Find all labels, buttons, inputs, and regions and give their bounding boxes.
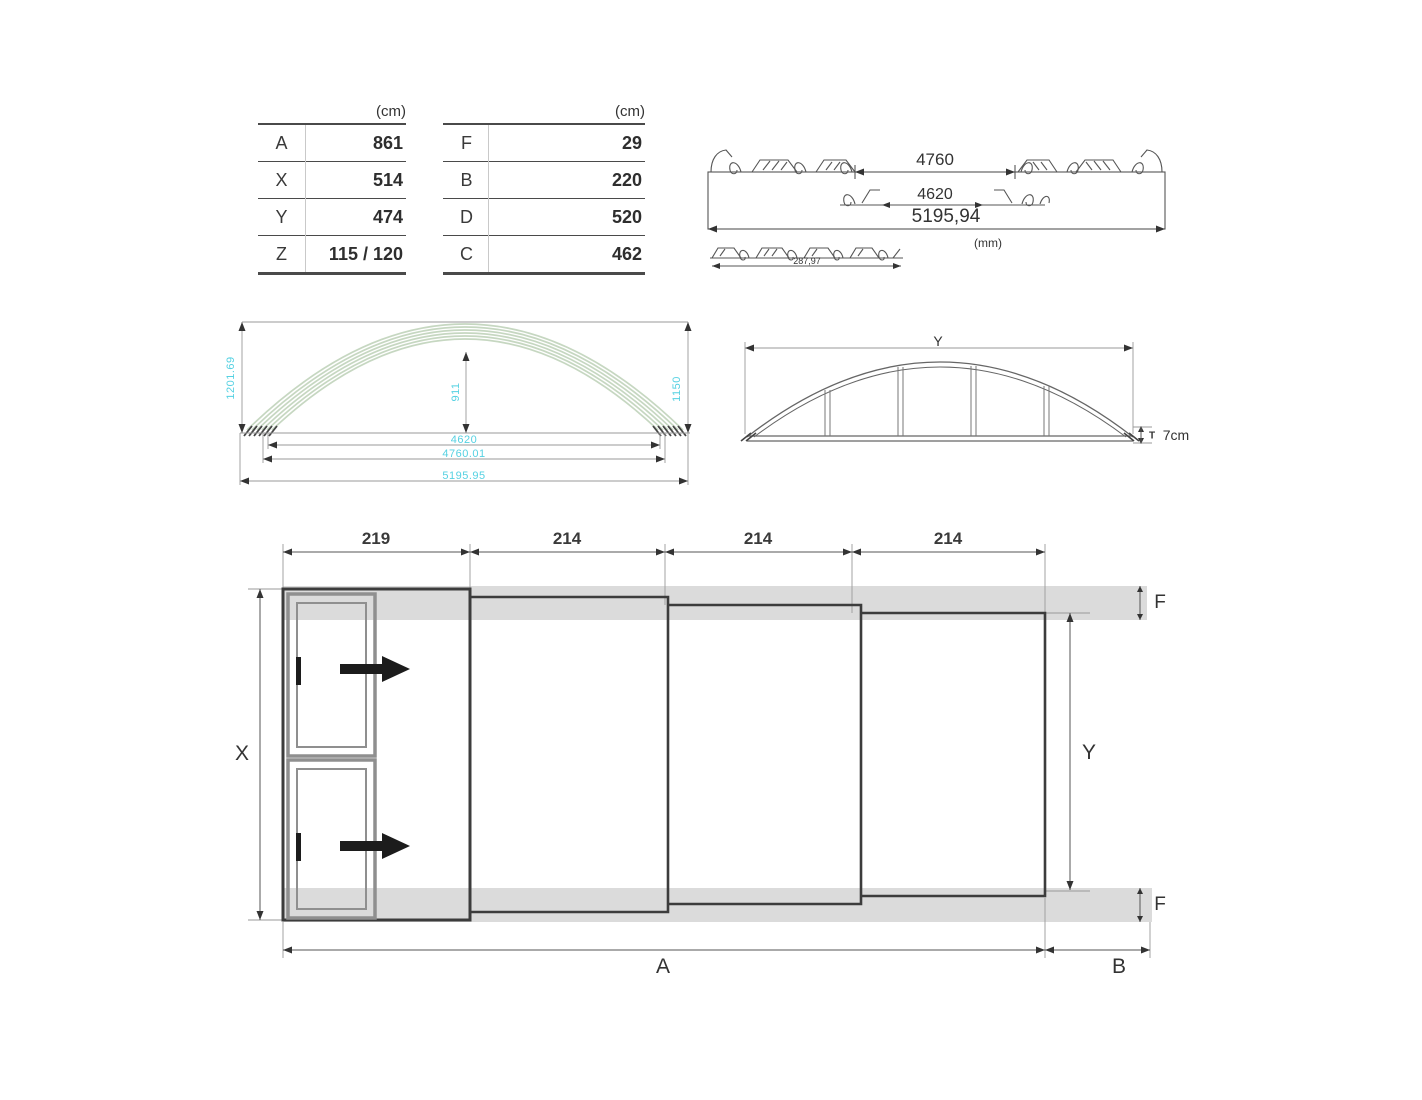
door-1-inner-frame [297, 603, 366, 747]
profile-inner-width-label: 4620 [917, 186, 953, 203]
plan-rail-top-label: F [1154, 592, 1166, 613]
row-value: 861 [372, 132, 403, 153]
front-elevation-drawing [239, 322, 692, 485]
plan-view-drawing [248, 544, 1152, 958]
side-elevation-drawing [741, 342, 1152, 444]
entrance-doors [288, 594, 375, 918]
profile-unit-label: (mm) [974, 236, 1002, 250]
plan-total-length-label: A [655, 955, 671, 978]
nested-arches [247, 324, 683, 430]
table-row [258, 125, 406, 162]
front-inner-width-label: 4620 [450, 434, 478, 446]
dimension-table-left [258, 94, 406, 275]
table-row [443, 199, 645, 236]
row-key: F [461, 132, 472, 153]
enclosure-segments [283, 589, 1045, 920]
table-row [258, 199, 406, 236]
door-1-handle [296, 657, 301, 685]
row-value: 474 [372, 206, 403, 227]
profile-outer-width-label: 4760 [916, 150, 954, 169]
front-elevation-dim-lines [240, 322, 690, 485]
plan-segment-2-dim-label: 214 [552, 529, 582, 548]
table-row [443, 125, 645, 162]
dimension-table-right [443, 94, 645, 275]
front-outer-width-label: 5195.95 [442, 470, 486, 482]
profile-extrusion-right [1018, 150, 1162, 174]
plan-rail-bottom-label: F [1154, 894, 1166, 915]
row-value: 115 / 120 [328, 243, 403, 264]
row-key: B [460, 169, 473, 190]
plan-segment-3-dim-label: 214 [743, 529, 773, 548]
plan-segment-1-dim-label: 219 [361, 529, 391, 548]
unit-header: (cm) [615, 103, 645, 120]
front-center-height-label: 911 [450, 382, 462, 402]
front-left-height-label: 1201.69 [225, 356, 237, 400]
segment-3 [668, 605, 861, 904]
front-right-height-label: 1150 [671, 376, 683, 402]
row-key: X [275, 169, 288, 190]
side-arch-outline [747, 362, 1133, 441]
plan-segment-4-dim-label: 214 [933, 529, 963, 548]
segment-2 [470, 597, 668, 912]
side-arch-feet [741, 433, 1139, 441]
side-elevation-arrowheads [745, 345, 1144, 445]
plan-opening-label: Y [1081, 741, 1097, 764]
plan-overhang-label: B [1111, 955, 1127, 978]
row-value: 462 [611, 243, 642, 264]
row-value: 514 [372, 169, 403, 190]
row-key: D [460, 206, 473, 227]
row-key: Z [276, 243, 287, 264]
row-key: A [275, 132, 288, 153]
table-row [258, 162, 406, 199]
segment-4 [861, 613, 1045, 896]
door-2-handle [296, 833, 301, 861]
side-thickness-label: 7cm [1162, 427, 1190, 443]
side-arch-mullions [825, 366, 1049, 436]
row-key: Y [275, 206, 288, 227]
front-elevation-arrowheads [239, 322, 692, 485]
front-mid-width-label: 4760.01 [442, 448, 486, 460]
top-rail-band [283, 586, 1147, 620]
row-value: 520 [611, 206, 642, 227]
plan-width-label: X [234, 742, 250, 765]
small-profile-width-label: 287,97 [793, 256, 821, 266]
row-key: C [460, 243, 473, 264]
profile-total-width-label: 5195,94 [911, 206, 981, 227]
table-row [443, 162, 645, 199]
side-thickness-tick-label: T [1148, 430, 1156, 442]
table-row [258, 236, 406, 272]
table-row [443, 236, 645, 272]
row-value: 29 [621, 132, 642, 153]
row-value: 220 [611, 169, 642, 190]
side-span-label: Y [933, 333, 943, 349]
profile-extrusion-left [711, 150, 855, 174]
unit-header: (cm) [376, 103, 406, 120]
